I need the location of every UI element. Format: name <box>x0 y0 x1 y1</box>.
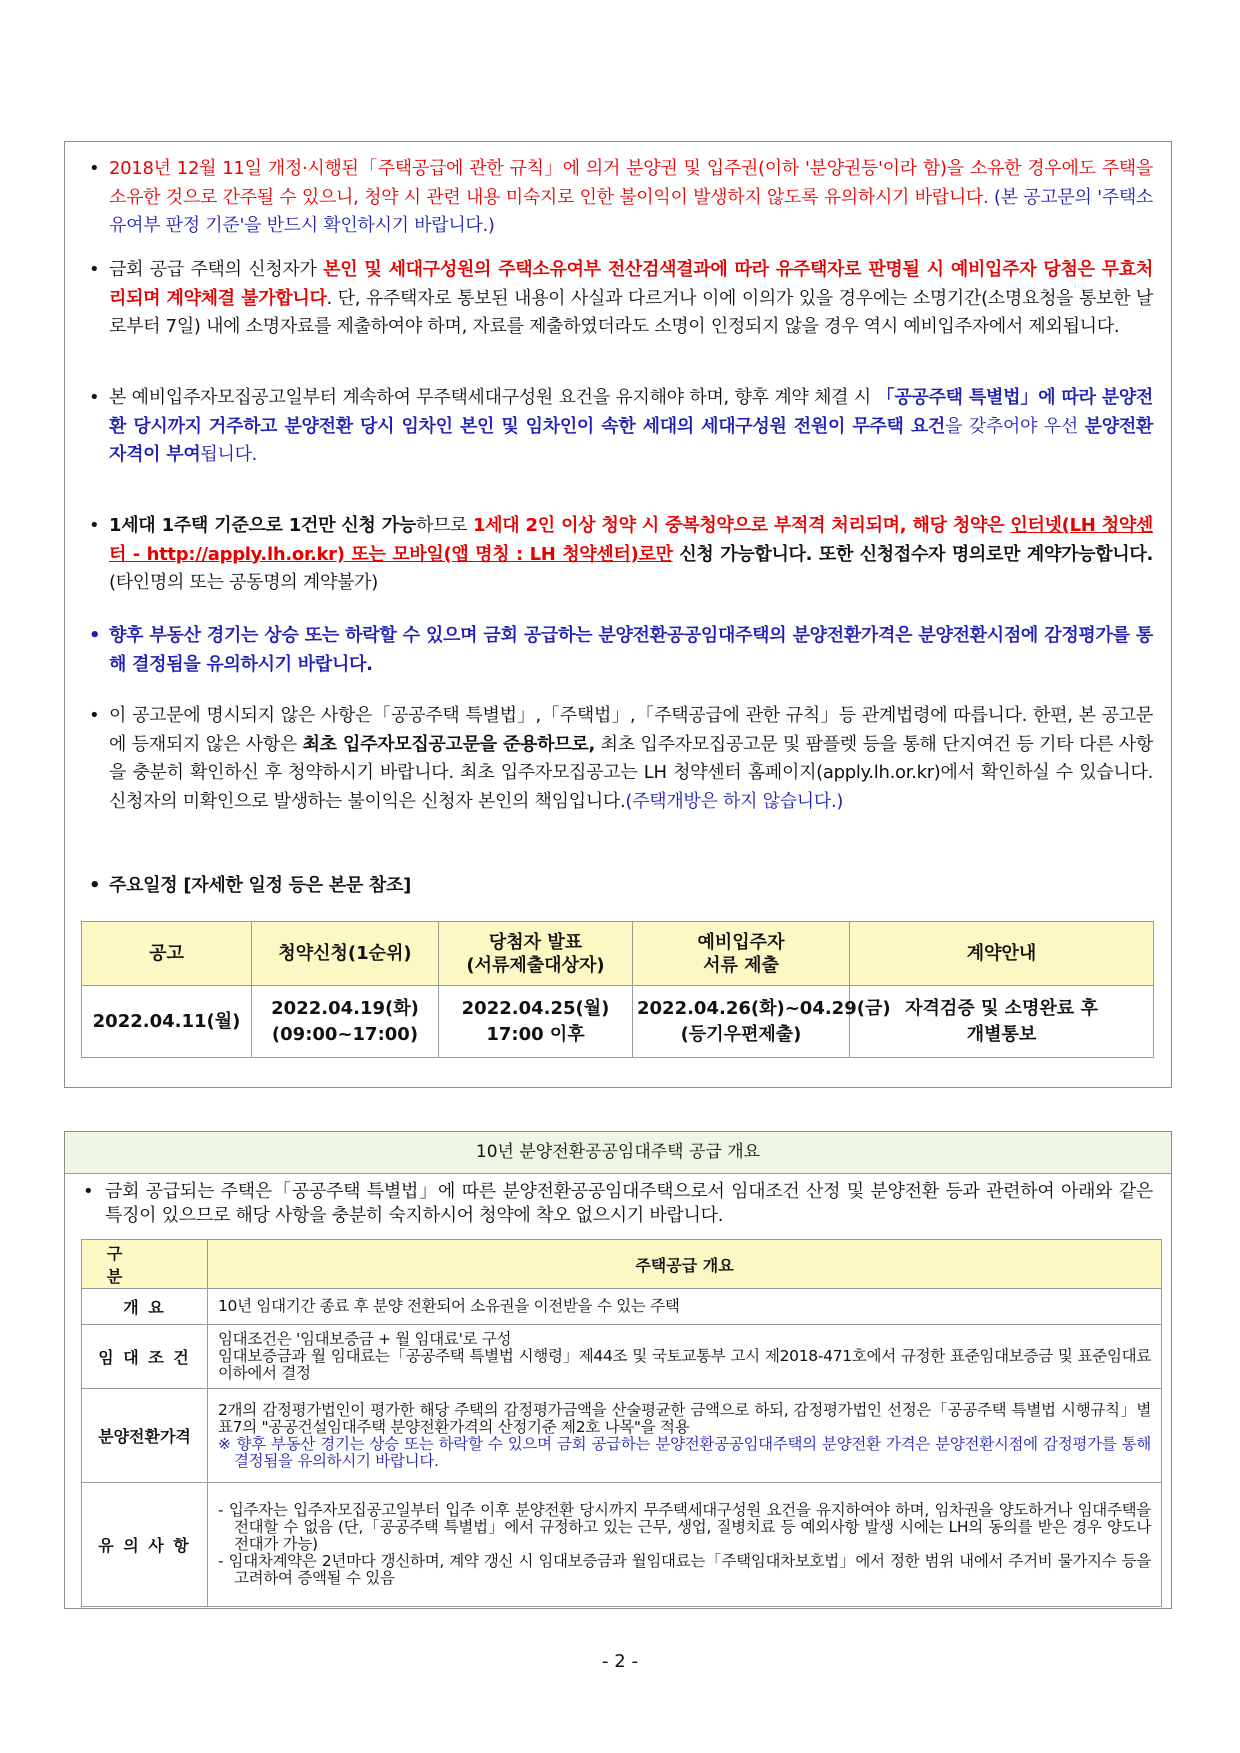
notice-box <box>64 141 1172 1088</box>
schedule-cell: 2022.04.11(월) <box>82 986 252 1058</box>
overview-line: - 임대차계약은 2년마다 갱신하며, 계약 갱신 시 임대보증금과 월임대료는「주택임대차보호법」에서 정한 범위 내에서 주거비 물가지수 등을 고려하여 증액될 수 있음 <box>218 1552 1151 1587</box>
overview-table <box>81 1239 1162 1607</box>
overview-header-label: 구 분 <box>82 1240 208 1289</box>
overview-header-row <box>82 1240 1162 1289</box>
notice-bullet-7: • 주요일정 [자세한 일정 등은 본문 참조] <box>89 875 412 896</box>
overview-intro: • 금회 공급되는 주택은「공공주택 특별법」에 따른 분양전환공공임대주택으로서 임대조건 산정 및 분양전환 등과 관련하여 아래와 같은 특징이 있으므로 해당 사항을 충분히 숙지하시어 청약에 착오 없으시기 바랍니다. <box>83 1181 1153 1226</box>
schedule-header: 계약안내 <box>850 922 1154 986</box>
schedule-row <box>82 986 1154 1058</box>
schedule-cell: 2022.04.19(화) (09:00~17:00) <box>252 986 439 1058</box>
overview-line: 10년 임대기간 종료 후 분양 전환되어 소유권을 이전받을 수 있는 주택 <box>218 1297 680 1315</box>
schedule-table <box>81 921 1154 1058</box>
schedule-cell: 자격검증 및 소명완료 후 개별통보 <box>850 986 1154 1058</box>
overview-title: 10년 분양전환공공임대주택 공급 개요 <box>65 1132 1171 1174</box>
overview-row-label: 개 요 <box>82 1289 208 1325</box>
overview-row-label: 분양전환가격 <box>82 1389 208 1483</box>
notice-bullet-1: • 2018년 12월 11일 개정·시행된「주택공급에 관한 규칙」에 의거 분양권 및 입주권(이하 '분양권등'이라 함)을 소유한 경우에도 주택을 소유한 것으로 간주될 수 있으니, 청약 시 관련 내용 미숙지로 인한 불이익이 발생하지 않도록 유의하시기 바랍니다. (본 공고문의 '주택소유여부 판정 기준'을 반드시 확인하시기 바랍니다.) <box>89 158 1153 236</box>
schedule-cell: 2022.04.26(화)~04.29(금) (등기우편제출) <box>633 986 850 1058</box>
notice-bullet-4: • 1세대 1주택 기준으로 1건만 신청 가능하므로 1세대 2인 이상 청약 시 중복청약으로 부적격 처리되며, 해당 청약은 인터넷(LH 청약센터 - http://apply.lh.or.kr) 또는 모바일(앱 명칭 : LH 청약센터)로만 신청 가능합니다. 또한 신청접수자 명의로만 계약가능합니다.(타인명의 또는 공동명의 계약불가) <box>89 515 1154 593</box>
page-number: - 2 - <box>602 1651 638 1672</box>
schedule-header: 당첨자 발표 (서류제출대상자) <box>439 922 633 986</box>
overview-line: - 입주자는 입주자모집공고일부터 입주 이후 분양전환 당시까지 무주택세대구성원 요건을 유지하여야 하며, 임차권을 양도하거나 임대주택을 전대할 수 없음 (단,「공공주택 특별법」에서 규정하고 있는 근무, 생업, 질병치료 등 예외사항 발생 시에는 LH의 동의를 받은 경우 양도나 전대가 가능) <box>218 1501 1151 1553</box>
overview-row-notes <box>82 1483 1162 1607</box>
overview-line: 임대보증금과 월 임대료는「공공주택 특별법 시행령」제44조 및 국토교통부 고시 제2018-471호에서 규정한 표준임대보증금 및 표준임대료 이하에서 결정 <box>218 1347 1151 1382</box>
overview-line: 임대조건은 '임대보증금 + 월 임대료'로 구성 <box>218 1330 512 1348</box>
schedule-header-row <box>82 922 1154 986</box>
overview-box <box>64 1131 1172 1609</box>
overview-row-conversion-price <box>82 1389 1162 1483</box>
notice-bullet-5: • 향후 부동산 경기는 상승 또는 하락할 수 있으며 금회 공급하는 분양전환공공임대주택의 분양전환가격은 분양전환시점에 감정평가를 통해 결정됨을 유의하시기 바랍니다. <box>89 625 1153 675</box>
notice-bullet-3: • 본 예비입주자모집공고일부터 계속하여 무주택세대구성원 요건을 유지해야 하며, 향후 계약 체결 시 「공공주택 특별법」에 따라 분양전환 당시까지 거주하고 분양전환 당시 임차인 본인 및 임차인이 속한 세대의 세대구성원 전원이 무주택 요건을 갖추어야 우선 분양전환 자격이 부여됩니다. <box>89 387 1153 465</box>
notice-bullet-6: • 이 공고문에 명시되지 않은 사항은「공공주택 특별법」,「주택법」,「주택공급에 관한 규칙」등 관계법령에 따릅니다. 한편, 본 공고문에 등재되지 않은 사항은 최초 입주자모집공고문을 준용하므로, 최초 입주자모집공고문 및 팜플렛 등을 통해 단지여건 등 기타 다른 사항을 충분히 확인하신 후 청약하시기 바랍니다. 최초 입주자모집공고는 LH 청약센터 홈페이지(apply.lh.or.kr)에서 확인하실 수 있습니다. 신청자의 미확인으로 발생하는 불이익은 신청자 본인의 책임입니다.(주택개방은 하지 않습니다.) <box>89 705 1153 812</box>
schedule-header: 예비입주자 서류 제출 <box>633 922 850 986</box>
overview-row-summary <box>82 1289 1162 1325</box>
overview-line: ※ 향후 부동산 경기는 상승 또는 하락할 수 있으며 금회 공급하는 분양전환공공임대주택의 분양전환 가격은 분양전환시점에 감정평가를 통해 결정됨을 유의하시기 바랍니다. <box>218 1434 1151 1470</box>
notice-bullet-2: • 금회 공급 주택의 신청자가 본인 및 세대구성원의 주택소유여부 전산검색결과에 따라 유주택자로 판명될 시 예비입주자 당첨은 무효처리되며 계약체결 불가합니다. 단, 유주택자로 통보된 내용이 사실과 다르거나 이에 이의가 있을 경우에는 소명기간(소명요청을 통보한 날로부터 7일) 내에 소명자료를 제출하여야 하며, 자료를 제출하였더라도 소명이 인정되지 않을 경우 역시 예비입주자에서 제외됩니다. <box>89 259 1153 337</box>
overview-header-content: 주택공급 개요 <box>208 1240 1162 1289</box>
schedule-header: 청약신청(1순위) <box>252 922 439 986</box>
overview-row-label: 임 대 조 건 <box>82 1325 208 1389</box>
schedule-cell: 2022.04.25(월) 17:00 이후 <box>439 986 633 1058</box>
overview-line: 2개의 감정평가법인이 평가한 해당 주택의 감정평가금액을 산술평균한 금액으로 하되, 감정평가법인 선정은「공공주택 특별법 시행규칙」별표7의 "공공건설임대주택 분양전환가격의 산정기준 제2호 나목"을 적용 <box>218 1400 1151 1436</box>
schedule-header: 공고 <box>82 922 252 986</box>
overview-row-label: 유 의 사 항 <box>82 1483 208 1607</box>
overview-row-lease-terms <box>82 1325 1162 1389</box>
